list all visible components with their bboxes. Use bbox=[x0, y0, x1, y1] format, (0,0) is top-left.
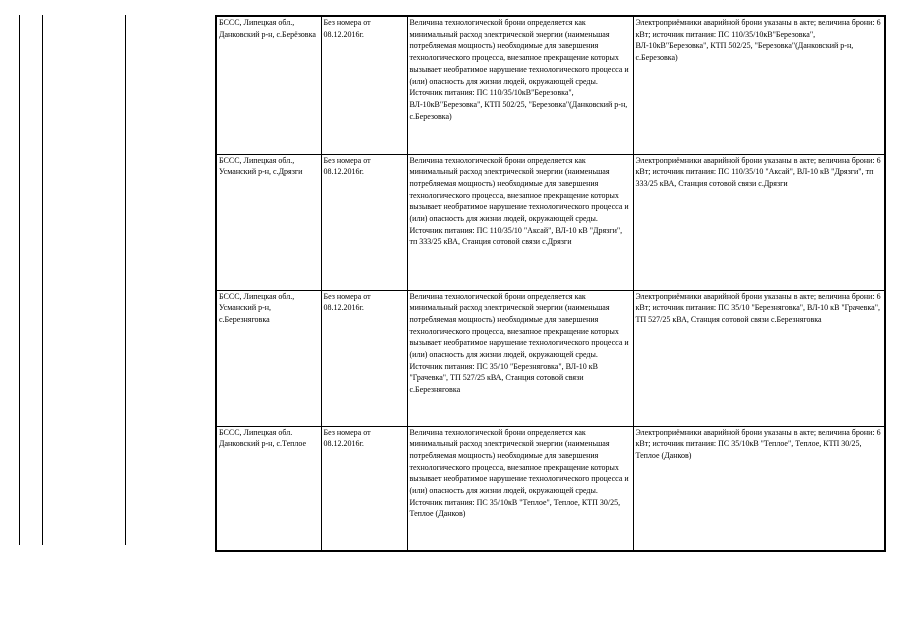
note-cell: Электроприёмники аварийной брони указаны в акте; величина брони: 6 кВт; источник питания: ПС 110/35/10 "Аксай", ВЛ-10 кВ "Дрязги", тп 333/25 кВА, Станция сотовой связи с.Дрязги bbox=[633, 154, 885, 290]
object-cell: БССС, Липецкая обл., Усманский р-н, с.Дрязги bbox=[216, 154, 321, 290]
table-row bbox=[216, 290, 885, 426]
document-cell: Без номера от 08.12.2016г. bbox=[321, 426, 407, 551]
document-cell: Без номера от 08.12.2016г. bbox=[321, 154, 407, 290]
table-row bbox=[216, 16, 885, 154]
table-row bbox=[216, 426, 885, 551]
object-cell: БССС, Липецкая обл., Данковский р-н, с.Берёзовка bbox=[216, 16, 321, 154]
left-column-rule-2 bbox=[42, 15, 43, 545]
document-cell: Без номера от 08.12.2016г. bbox=[321, 290, 407, 426]
description-cell: Величина технологической брони определяется как минимальный расход электрической энергии (наименьшая потребляемая мощность) необходимые для завершения технологического процесса, внезапное прекращение которых вызывает необратимое нарушение технологического процесса и (или) опасность для жизни людей, окружающей среды. Источник питания: ПС 110/35/10 "Аксай", ВЛ-10 кВ "Дрязги", тп 333/25 кВА, Станция сотовой связи с.Дрязги bbox=[407, 154, 633, 290]
description-cell: Величина технологической брони определяется как минимальный расход электрической энергии (наименьшая потребляемая мощность) необходимые для завершения технологического процесса, внезапное прекращение которых вызывает необратимое нарушение технологического процесса и (или) опасность для жизни людей, окружающей среды. Источник питания: ПС 35/10 "Березняговка", ВЛ-10 кВ "Грачевка", ТП 527/25 кВА, Станция сотовой связи с.Березняговка bbox=[407, 290, 633, 426]
left-column-rule-3 bbox=[125, 15, 126, 545]
backup-power-table bbox=[215, 15, 886, 552]
note-cell: Электроприёмники аварийной брони указаны в акте; величина брони: 6 кВт; источник питания: ПС 35/10 "Березняговка", ВЛ-10 кВ "Грачевка", ТП 527/25 кВА, Станция сотовой связи с.Березняговка bbox=[633, 290, 885, 426]
note-cell: Электроприёмники аварийной брони указаны в акте; величина брони: 6 кВт; источник питания: ПС 110/35/10кВ"Березовка", ВЛ-10кВ"Березовка", КТП 502/25, "Березовка"(Данковский р-н, с.Березовка) bbox=[633, 16, 885, 154]
description-cell: Величина технологической брони определяется как минимальный расход электрической энергии (наименьшая потребляемая мощность) необходимые для завершения технологического процесса, внезапное прекращение которых вызывает необратимое нарушение технологического процесса и (или) опасность для жизни людей, окружающей среды. Источник питания: ПС 35/10кВ "Теплое", Теплое, КТП 30/25, Теплое (Данков) bbox=[407, 426, 633, 551]
table-row bbox=[216, 154, 885, 290]
object-cell: БССС, Липецкая обл. Данковский р-н, с.Теплое bbox=[216, 426, 321, 551]
left-column-rule-1 bbox=[19, 15, 20, 545]
document-cell: Без номера от 08.12.2016г. bbox=[321, 16, 407, 154]
object-cell: БССС, Липецкая обл., Усманский р-н, с.Березняговка bbox=[216, 290, 321, 426]
description-cell: Величина технологической брони определяется как минимальный расход электрической энергии (наименьшая потребляемая мощность) необходимые для завершения технологического процесса, внезапное прекращение которых вызывает необратимое нарушение технологического процесса и (или) опасность для жизни людей, окружающей среды. Источник питания: ПС 110/35/10кВ"Березовка", ВЛ-10кВ"Березовка", КТП 502/25, "Березовка"(Данковский р-н, с.Березовка) bbox=[407, 16, 633, 154]
note-cell: Электроприёмники аварийной брони указаны в акте; величина брони: 6 кВт; источник питания: ПС 35/10кВ "Теплое", Теплое, КТП 30/25, Теплое (Данков) bbox=[633, 426, 885, 551]
